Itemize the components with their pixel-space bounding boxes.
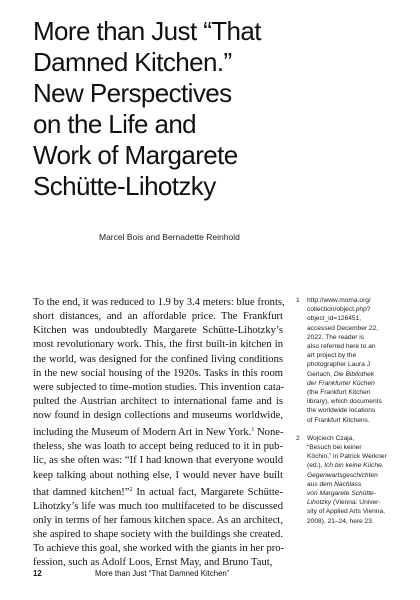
body-line: To achieve this goal, she worked with the giants in her pro- xyxy=(33,543,285,555)
footnote-text: Wojciech Czaja, xyxy=(307,434,355,442)
body-line: Lihotzky’s life was much too multifaceted to be discussed xyxy=(33,500,283,512)
title-line: New Perspectives xyxy=(33,78,232,108)
footnote-line: object_id=126451, xyxy=(307,315,362,323)
footnote-line xyxy=(296,370,408,379)
book-title: Lihotzky xyxy=(307,499,332,507)
body-line-text: that damned kitchen!” xyxy=(33,486,130,498)
footnote-url: http://www.moma.org/ xyxy=(307,297,371,304)
footnote-text: (ed.), xyxy=(307,462,323,470)
body-line: now found in design collections and museums worldwide, xyxy=(33,410,283,421)
title-line: More than Just “That xyxy=(33,16,261,46)
title-line: Schütte-Lihotzky xyxy=(33,171,216,201)
book-title: Ich bin keine Küche. xyxy=(324,462,384,470)
footnote-line: accessed December 22, xyxy=(307,324,379,332)
body-line: only in terms of her famous kitchen space. As an architect, xyxy=(33,514,283,526)
body-line-text: In actual fact, Margarete Schütte- xyxy=(132,486,283,498)
body-line: theless, she was loath to accept being reduced to it in pub- xyxy=(33,441,283,453)
footnote-line xyxy=(296,461,408,470)
book-title: von Margarete Schütte- xyxy=(307,490,376,498)
title-line: Work of Margarete xyxy=(33,140,238,170)
authors-line: Marcel Bois and Bernadette Reinhold xyxy=(99,232,240,242)
body-line: lic, as she often was: “If I had known that everyone would xyxy=(33,455,283,467)
footnote-line: of Frankfurt Kitchens. xyxy=(307,416,370,424)
footnote-number: 2 xyxy=(296,434,300,442)
body-line: she aspired to shape society with the buildings she created. xyxy=(33,529,283,540)
body-line: To the end, it was reduced to 1.9 by 3.4 meters: blue fronts, xyxy=(33,297,285,308)
running-title: More than Just “That Damned Kitchen” xyxy=(95,569,230,578)
footnote-text: Gerlach, xyxy=(307,370,332,378)
chapter-title xyxy=(33,16,403,202)
footnote-2 xyxy=(296,434,408,526)
footnote-text: (Vienna: Univer- xyxy=(331,499,381,507)
page-number: 12 xyxy=(33,569,42,578)
body-line xyxy=(33,483,283,500)
footnote-line: 2022. The reader is xyxy=(307,333,365,341)
footnote-ref-1: 1 xyxy=(251,427,255,434)
body-line-text: None- xyxy=(254,427,284,439)
footnote-line xyxy=(296,498,408,507)
body-line: most revolutionary work. This, the first built-in kitchen in xyxy=(33,339,283,351)
body-text xyxy=(33,296,283,570)
page-footer xyxy=(33,569,229,578)
footnote-line: art project by the xyxy=(307,352,357,360)
sidenotes xyxy=(296,296,408,535)
body-line: Kitchen was undoubtedly Margarete Schütte-Lihotzky’s xyxy=(33,325,283,337)
footnote-line: (the Frankfurt Kitchen xyxy=(307,389,371,397)
footnote-line: photographer Laura J xyxy=(307,361,371,369)
footnote-line: 2008), 21–24, here 23. xyxy=(307,517,374,525)
footnote-number: 1 xyxy=(296,297,300,304)
book-title: aus dem Nachlass xyxy=(307,480,362,488)
body-line: keep talking about nothing else, I would never have built xyxy=(33,469,283,481)
book-title: Die Bibliothek xyxy=(333,370,375,378)
footnote-line: also referred here to an xyxy=(307,343,376,351)
book-title: Gegenwartsgeschichten xyxy=(307,471,378,479)
footnote-line: library), which documents xyxy=(307,398,382,406)
title-line: Damned Kitchen.” xyxy=(33,47,232,77)
footnote-1 xyxy=(296,296,408,425)
title-line: on the Life and xyxy=(33,109,197,139)
body-line: short distances, and an affordable price. The Frankfurt xyxy=(33,311,283,323)
body-line: the world, was designed for the confined living conditions xyxy=(33,353,283,365)
body-line: pulted the Austrian architect to international fame and is xyxy=(33,395,283,407)
body-line: fession, such as Adolf Loos, Ernst May, and Bruno Taut, xyxy=(33,557,273,569)
footnote-line: the worldwide locations xyxy=(307,407,376,415)
body-line xyxy=(33,423,283,440)
footnote-line: “Besuch bei keiner xyxy=(307,444,362,452)
footnote-line: collection/object.php? xyxy=(307,306,371,314)
body-line: were subjected to time-motion studies. This invention cata- xyxy=(33,381,285,393)
body-line-text: including the Museum of Modern Art in New York. xyxy=(33,427,252,439)
book-title: der Frankfurter Küchen xyxy=(307,379,375,387)
footnote-line: Köchin,” in Patrick Werkner xyxy=(307,453,387,461)
body-line: in the new social housing of the 1920s. Tasks in this room xyxy=(33,367,283,379)
footnote-line: sity of Applied Arts Vienna, xyxy=(307,508,385,516)
footnote-ref-2: 2 xyxy=(129,486,133,493)
